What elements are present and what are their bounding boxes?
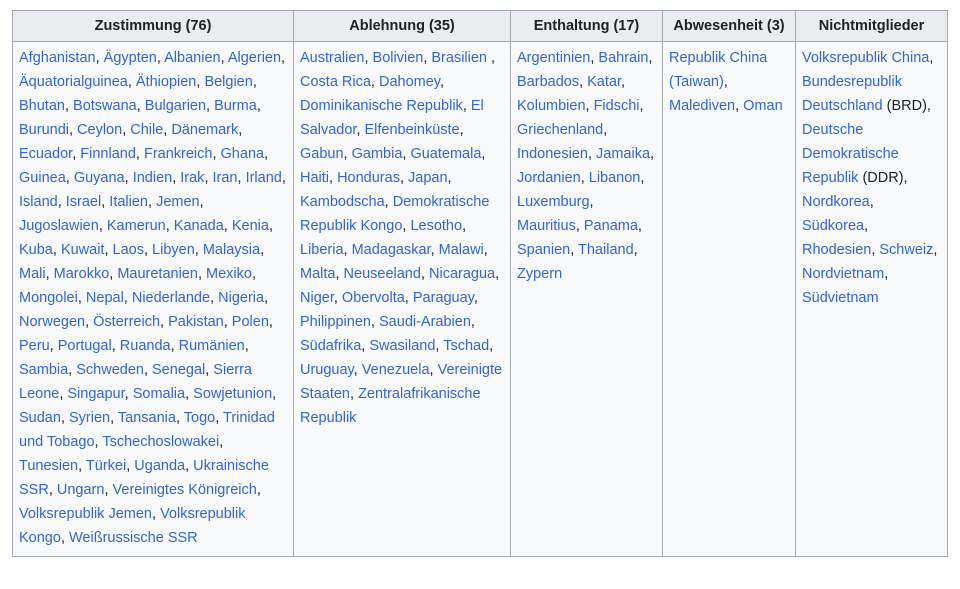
country-link[interactable]: Jemen [156,194,200,210]
country-link[interactable]: Rumänien [178,338,245,354]
column-header-enthaltung: Enthaltung (17) [511,11,663,42]
country-link[interactable]: Kuwait [60,242,105,258]
country-link[interactable]: Tschad [443,338,490,354]
country-link[interactable]: Bahrain [598,50,649,66]
country-link[interactable]: Dänemark [171,122,239,138]
country-link[interactable]: Ecuador [19,146,73,162]
country-link[interactable]: Brasilien [431,50,492,66]
country-link[interactable]: Pakistan [168,314,224,330]
country-link[interactable]: Togo [183,410,216,426]
country-link[interactable]: Fidschi [593,98,640,114]
country-link[interactable]: Guyana [73,170,125,186]
country-link[interactable]: Belgien [204,74,253,90]
country-link[interactable]: Niger [300,290,334,306]
country-link[interactable]: Volksrepublik China [802,50,930,66]
country-link[interactable]: Republik China (Taiwan) [669,50,768,90]
country-link[interactable]: Spanien [517,242,571,258]
country-link[interactable]: Kambodscha [300,194,385,210]
country-link[interactable]: Mali [19,266,46,282]
country-list-zustimmung: Afghanistan, Ägypten, Albanien, Algerien, Äquatorialguinea, Äthiopien, Belgien, Bhutan, Botswana, Bulgarien, Burma, Burundi, Ceylon, Chile, Dänemark, Ecuador, Finnland, Frankreich, Ghana, Guinea, Guyana, Indien, Irak, Iran, Irland, Island, Israel, Italien, Jemen, Jugoslawien, Kamerun, Kanada, Kenia, Kuba, Kuwait, Laos, Libyen, Malaysia, Mali, Marokko, Mauretanien, Mexiko, Mongolei, Nepal, Niederlande, Nigeria, Norwegen, Österreich, Pakistan, Polen, Peru, Portugal, Ruanda, Rumänien, Sambia, Schweden, Senegal, Sierra Leone, Singapur, Somalia, Sowjetunion, Sudan, Syrien, Tansania, Togo, Trinidad und Tobago, Tschechoslowakei, Tunesien, Türkei, Uganda, Ukrainische SSR, Ungarn, Vereinigtes Königreich, Volksrepublik Jemen, Volksrepublik Kongo, Weißrussische SSR [13,42,294,557]
country-link[interactable]: Bulgarien [144,98,207,114]
country-link[interactable]: Griechenland [517,122,604,138]
country-link[interactable]: Österreich [93,314,161,330]
country-link[interactable]: Chile [130,122,164,138]
country-link[interactable]: El Salvador [300,98,484,138]
country-link[interactable]: Panama [583,218,638,234]
country-link[interactable]: Laos [112,242,144,258]
country-link[interactable]: Nordkorea [802,194,870,210]
country-link[interactable]: Sambia [19,362,69,378]
country-link[interactable]: Guatemala [410,146,482,162]
country-link[interactable]: Mauretanien [117,266,198,282]
country-link[interactable]: Rhodesien [802,242,872,258]
country-link[interactable]: Malta [300,266,336,282]
country-link[interactable]: Honduras [337,170,400,186]
country-link[interactable]: Ukrainische SSR [19,458,269,498]
country-link[interactable]: Deutsche Demokratische Republik [802,122,899,186]
country-link[interactable]: Somalia [132,386,186,402]
country-link[interactable]: Finnland [80,146,136,162]
country-link[interactable]: Singapur [67,386,125,402]
header-row [13,11,948,42]
country-link[interactable]: Indien [132,170,173,186]
country-link[interactable]: Sowjetunion [193,386,273,402]
country-link[interactable]: Demokratische Republik Kongo [300,194,490,234]
country-link[interactable]: Costa Rica [300,74,371,90]
country-link[interactable]: Irak [180,170,205,186]
country-link[interactable]: Bolivien [372,50,424,66]
country-link[interactable]: Türkei [85,458,127,474]
country-link[interactable]: Israel [65,194,102,210]
country-link[interactable]: Liberia [300,242,344,258]
country-abbreviation: (BRD) [882,98,927,114]
country-link[interactable]: Swasiland [369,338,436,354]
country-link[interactable]: Malediven [669,98,736,114]
country-link[interactable]: Vereinigtes Königreich [112,482,257,498]
country-list-nichtmitglieder: Volksrepublik China, Bundesrepublik Deutschland (BRD), Deutsche Demokratische Republik (DDR), Nordkorea, Südkorea, Rhodesien, Schweiz, Nordvietnam, Südvietnam [796,42,948,557]
country-link[interactable]: Bundesrepublik Deutschland [802,74,902,114]
country-link[interactable]: Guinea [19,170,66,186]
country-link[interactable]: Zentralafrikanische Republik [300,386,481,426]
country-link[interactable]: Irland [245,170,282,186]
country-link[interactable]: Portugal [57,338,112,354]
country-link[interactable]: Neuseeland [343,266,421,282]
country-link[interactable]: Kanada [173,218,224,234]
country-link[interactable]: Haiti [300,170,330,186]
country-link[interactable]: Paraguay [412,290,474,306]
country-link[interactable]: Obervolta [341,290,405,306]
country-link[interactable]: Äquatorialguinea [19,74,128,90]
column-header-nichtmitglieder: Nichtmitglieder [796,11,948,42]
country-link[interactable]: Dominikanische Republik [300,98,463,114]
column-header-ablehnung: Ablehnung (35) [294,11,511,42]
country-link[interactable]: Sierra Leone [19,362,252,402]
country-link[interactable]: Volksrepublik Jemen [19,506,152,522]
country-link[interactable]: Madagaskar [351,242,431,258]
country-link[interactable]: Nordvietnam [802,266,885,282]
country-link[interactable]: Botswana [73,98,137,114]
country-link[interactable]: Ägypten [103,50,157,66]
country-link[interactable]: Tunesien [19,458,79,474]
country-link[interactable]: Malaysia [202,242,261,258]
country-row [13,42,948,557]
column-header-zustimmung: Zustimmung (76) [13,11,294,42]
country-link[interactable]: Vereinigte Staaten [300,362,503,402]
country-link[interactable]: Afghanistan [19,50,96,66]
country-link[interactable]: Südvietnam [802,290,879,306]
country-link[interactable]: Elfenbeinküste [364,122,460,138]
country-link[interactable]: Barbados [517,74,580,90]
country-link[interactable]: Lesotho [410,218,463,234]
country-abbreviation: (DDR) [858,170,904,186]
country-link[interactable]: Gabun [300,146,344,162]
country-link[interactable]: Luxemburg [517,194,590,210]
country-link[interactable]: Niederlande [131,290,211,306]
country-link[interactable]: Mexiko [206,266,252,282]
country-link[interactable]: Algerien [227,50,282,66]
country-link[interactable]: Mauritius [517,218,576,234]
country-link[interactable]: Südafrika [300,338,362,354]
country-link[interactable]: Tansania [117,410,176,426]
country-link[interactable]: Polen [231,314,269,330]
country-link[interactable]: Ungarn [56,482,105,498]
country-link[interactable]: Jordanien [517,170,581,186]
country-link[interactable]: Ruanda [119,338,171,354]
country-link[interactable]: Venezuela [361,362,430,378]
country-link[interactable]: Senegal [152,362,206,378]
country-link[interactable]: Libanon [588,170,641,186]
country-list-enthaltung: Argentinien, Bahrain, Barbados, Katar, Kolumbien, Fidschi, Griechenland, Indonesien, Jamaika, Jordanien, Libanon, Luxemburg, Mauritius, Panama, Spanien, Thailand, Zypern [511,42,663,557]
country-link[interactable]: Schweiz [879,242,934,258]
country-link[interactable]: Syrien [69,410,111,426]
country-link[interactable]: Uruguay [300,362,354,378]
country-link[interactable]: Australien [300,50,365,66]
country-link[interactable]: Kuba [19,242,53,258]
country-link[interactable]: Dahomey [378,74,440,90]
country-link[interactable]: Marokko [53,266,110,282]
country-link[interactable]: Peru [19,338,50,354]
country-list-ablehnung: Australien, Bolivien, Brasilien , Costa Rica, Dahomey, Dominikanische Republik, El Salvador, Elfenbeinküste, Gabun, Gambia, Guatemala, Haiti, Honduras, Japan, Kambodscha, Demokratische Republik Kongo, Lesotho, Liberia, Madagaskar, Malawi, Malta, Neuseeland, Nicaragua, Niger, Obervolta, Paraguay, Philippinen, Saudi-Arabien, Südafrika, Swasiland, Tschad, Uruguay, Venezuela, Vereinigte Staaten, Zentralafrikanische Republik [294,42,511,557]
country-link[interactable]: Thailand [578,242,634,258]
country-link[interactable]: Mongolei [19,290,78,306]
country-link[interactable]: Argentinien [517,50,591,66]
country-link[interactable]: Malawi [438,242,484,258]
country-link[interactable]: Tschechoslowakei [102,434,220,450]
country-link[interactable]: Ghana [220,146,265,162]
country-link[interactable]: Iran [212,170,238,186]
country-link[interactable]: Äthiopien [135,74,197,90]
country-link[interactable]: Indonesien [517,146,588,162]
country-link[interactable]: Kenia [231,218,269,234]
country-link[interactable]: Frankreich [143,146,213,162]
country-link[interactable]: Sudan [19,410,61,426]
country-link[interactable]: Bhutan [19,98,65,114]
country-link[interactable]: Saudi-Arabien [379,314,471,330]
country-link[interactable]: Jugoslawien [19,218,99,234]
country-link[interactable]: Uganda [134,458,186,474]
country-link[interactable]: Gambia [351,146,403,162]
country-link[interactable]: Katar [587,74,621,90]
country-link[interactable]: Ceylon [77,122,123,138]
country-link[interactable]: Albanien [164,50,221,66]
country-link[interactable]: Burma [214,98,257,114]
country-link[interactable]: Japan [408,170,448,186]
country-link[interactable]: Trinidad und Tobago [19,410,275,450]
country-link[interactable]: Island [19,194,58,210]
country-link[interactable]: Nigeria [218,290,265,306]
country-link[interactable]: Kamerun [106,218,166,234]
country-link[interactable]: Schweden [76,362,144,378]
country-link[interactable]: Südkorea [802,218,865,234]
country-link[interactable]: Jamaika [596,146,651,162]
country-list-abwesenheit: Republik China (Taiwan), Malediven, Oman [663,42,796,557]
country-link[interactable]: Nepal [85,290,124,306]
country-link[interactable]: Burundi [19,122,69,138]
country-link[interactable]: Libyen [152,242,195,258]
country-link[interactable]: Volksrepublik Kongo [19,506,246,546]
country-link[interactable]: Kolumbien [517,98,586,114]
column-header-abwesenheit: Abwesenheit (3) [663,11,796,42]
country-link[interactable]: Philippinen [300,314,371,330]
country-link[interactable]: Norwegen [19,314,86,330]
country-link[interactable]: Oman [743,98,783,114]
vote-results-table [12,10,948,557]
country-link[interactable]: Italien [109,194,148,210]
country-link[interactable]: Nicaragua [429,266,496,282]
country-link[interactable]: Weißrussische SSR [69,530,198,546]
country-link[interactable]: Zypern [517,266,563,282]
